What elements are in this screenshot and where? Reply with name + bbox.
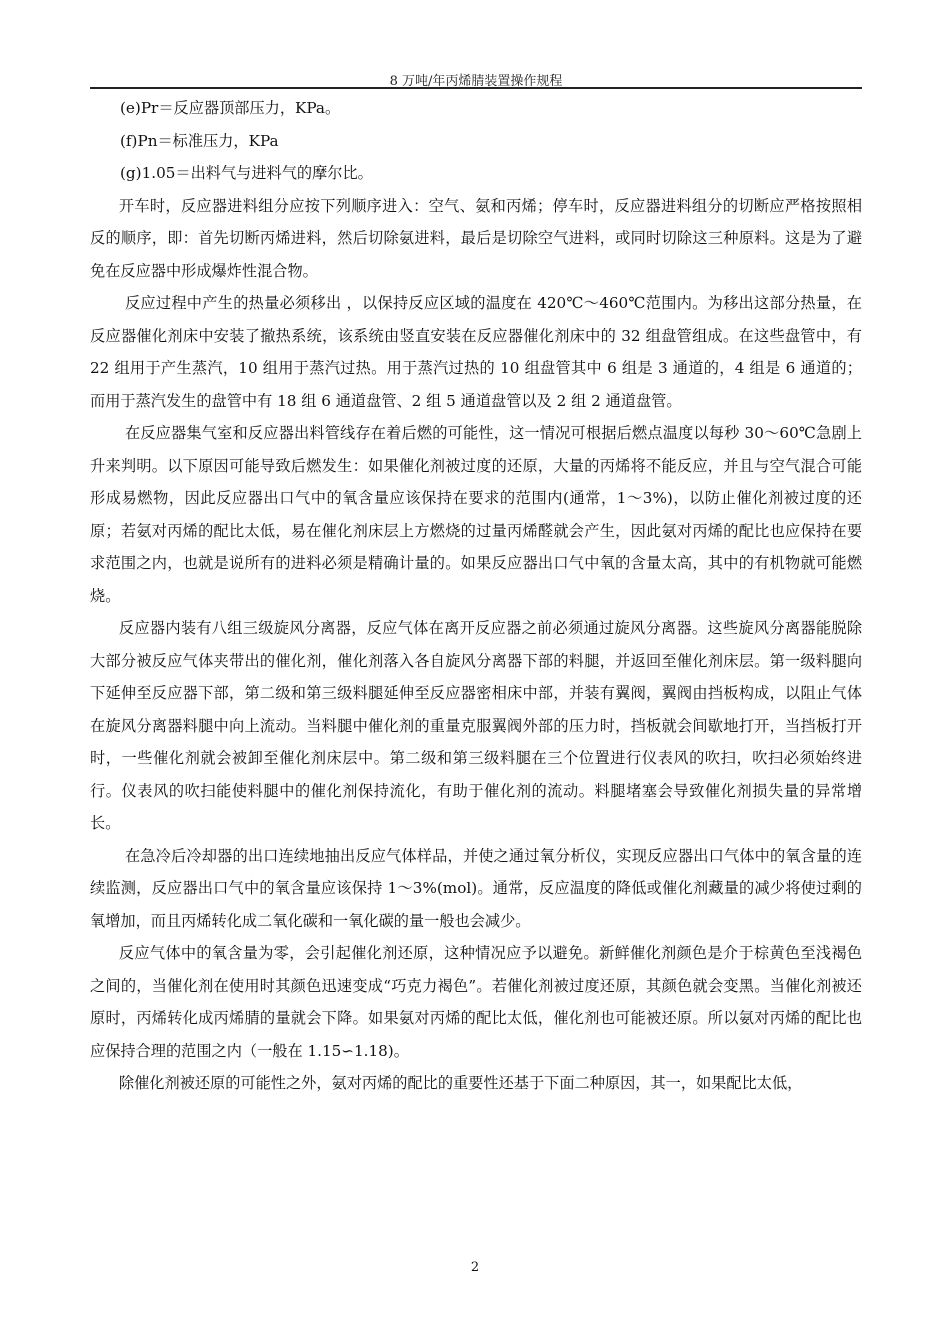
paragraph-cyclones: 反应器内装有八组三级旋风分离器，反应气体在离开反应器之前必须通过旋风分离器。这些旋风分离器能脱除大部分被反应气体夹带出的催化剂，催化剂落入各自旋风分离器下部的料腿，并返回至催化剂床层。第一级料腿向下延伸至反应器下部，第二级和第三级料腿延伸至反应器密相床中部，并装有翼阀，翼阀由挡板构成，以阻止气体在旋风分离器料腿中向上流动。当料腿中催化剂的重量克服翼阀外部的压力时，挡板就会间歇地打开，当挡板打开时，一些催化剂就会被卸至催化剂床层中。第二级和第三级料腿在三个位置进行仪表风的吹扫，吹扫必须始终进行。仪表风的吹扫能使料腿中的催化剂保持流化，有助于催化剂的流动。料腿堵塞会导致催化剂损失量的异常增长。 bbox=[90, 619, 862, 832]
paragraph-heat-removal: 反应过程中产生的热量必须移出 ，以保持反应区域的温度在 420℃～460℃范围内。为移出这部分热量，在反应器催化剂床中安装了撤热系统，该系统由竖直安装在反应器催化剂床中的 32 组盘管组成。在这些盘管中，有 22 组用于产生蒸汽，10 组用于蒸汽过热。用于蒸汽过热的 10 组盘管其中 6 组是 3 通道的，4 组是 6 通道的；而用于蒸汽发生的盘管中有 18 组 6 通道盘管、2 组 5 通道盘管以及 2 组 2 通道盘管。 bbox=[90, 294, 862, 410]
paragraph-afterburn: 在反应器集气室和反应器出料管线存在着后燃的可能性，这一情况可根据后燃点温度以每秒 30～60℃急剧上升来判明。以下原因可能导致后燃发生：如果催化剂被过度的还原，大量的丙烯将不能反应，并且与空气混合可能形成易燃物，因此反应器出口气中的氧含量应该保持在要求的范围内(通常，1～3%)，以防止催化剂被过度的还原；若氨对丙烯的配比太低，易在催化剂床层上方燃烧的过量丙烯醛就会产生，因此氨对丙烯的配比也应保持在要求范围之内，也就是说所有的进料必须是精确计量的。如果反应器出口气中氧的含量太高，其中的有机物就可能燃烧。 bbox=[90, 424, 862, 605]
body-text bbox=[90, 92, 862, 1100]
paragraph-catalyst-reduction: 反应气体中的氧含量为零，会引起催化剂还原，这种情况应予以避免。新鲜催化剂颜色是介于棕黄色至浅褐色之间的，当催化剂在使用时其颜色迅速变成“巧克力褐色”。若催化剂被过度还原，其颜色就会变黑。当催化剂被还原时，丙烯转化成丙烯腈的量就会下降。如果氨对丙烯的配比太低，催化剂也可能被还原。所以氨对丙烯的配比也应保持合理的范围之内（一般在 1.15∽1.18)。 bbox=[90, 944, 862, 1060]
running-header: 8 万吨/年丙烯腈装置操作规程 bbox=[389, 74, 563, 89]
definition-g: (g)1.05＝出料气与进料气的摩尔比。 bbox=[120, 164, 373, 182]
paragraph-startup-sequence: 开车时，反应器进料组分应按下列顺序进入：空气、氨和丙烯；停车时，反应器进料组分的切断应严格按照相反的顺序，即：首先切断丙烯进料，然后切除氨进料，最后是切除空气进料，或同时切除这三种原料。这是为了避免在反应器中形成爆炸性混合物。 bbox=[90, 196, 862, 280]
paragraph-ammonia-ratio: 除催化剂被还原的可能性之外，氨对丙烯的配比的重要性还基于下面二种原因，其一，如果配比太低， bbox=[118, 1074, 803, 1092]
paragraph-oxygen-monitoring: 在急冷后冷却器的出口连续地抽出反应气体样品，并使之通过氧分析仪，实现反应器出口气体中的氧含量的连续监测，反应器出口气中的氧含量应该保持 1～3%(mol)。通常，反应温度的降低或催化剂藏量的减少将使过剩的氧增加，而且丙烯转化成二氧化碳和一氧化碳的量一般也会减少。 bbox=[90, 846, 862, 930]
header-divider bbox=[90, 87, 862, 89]
page-number: 2 bbox=[470, 1260, 480, 1275]
definition-f: (f)Pn＝标准压力，KPa bbox=[120, 131, 279, 150]
definition-e: (e)Pr＝反应器顶部压力，KPa。 bbox=[120, 99, 341, 117]
